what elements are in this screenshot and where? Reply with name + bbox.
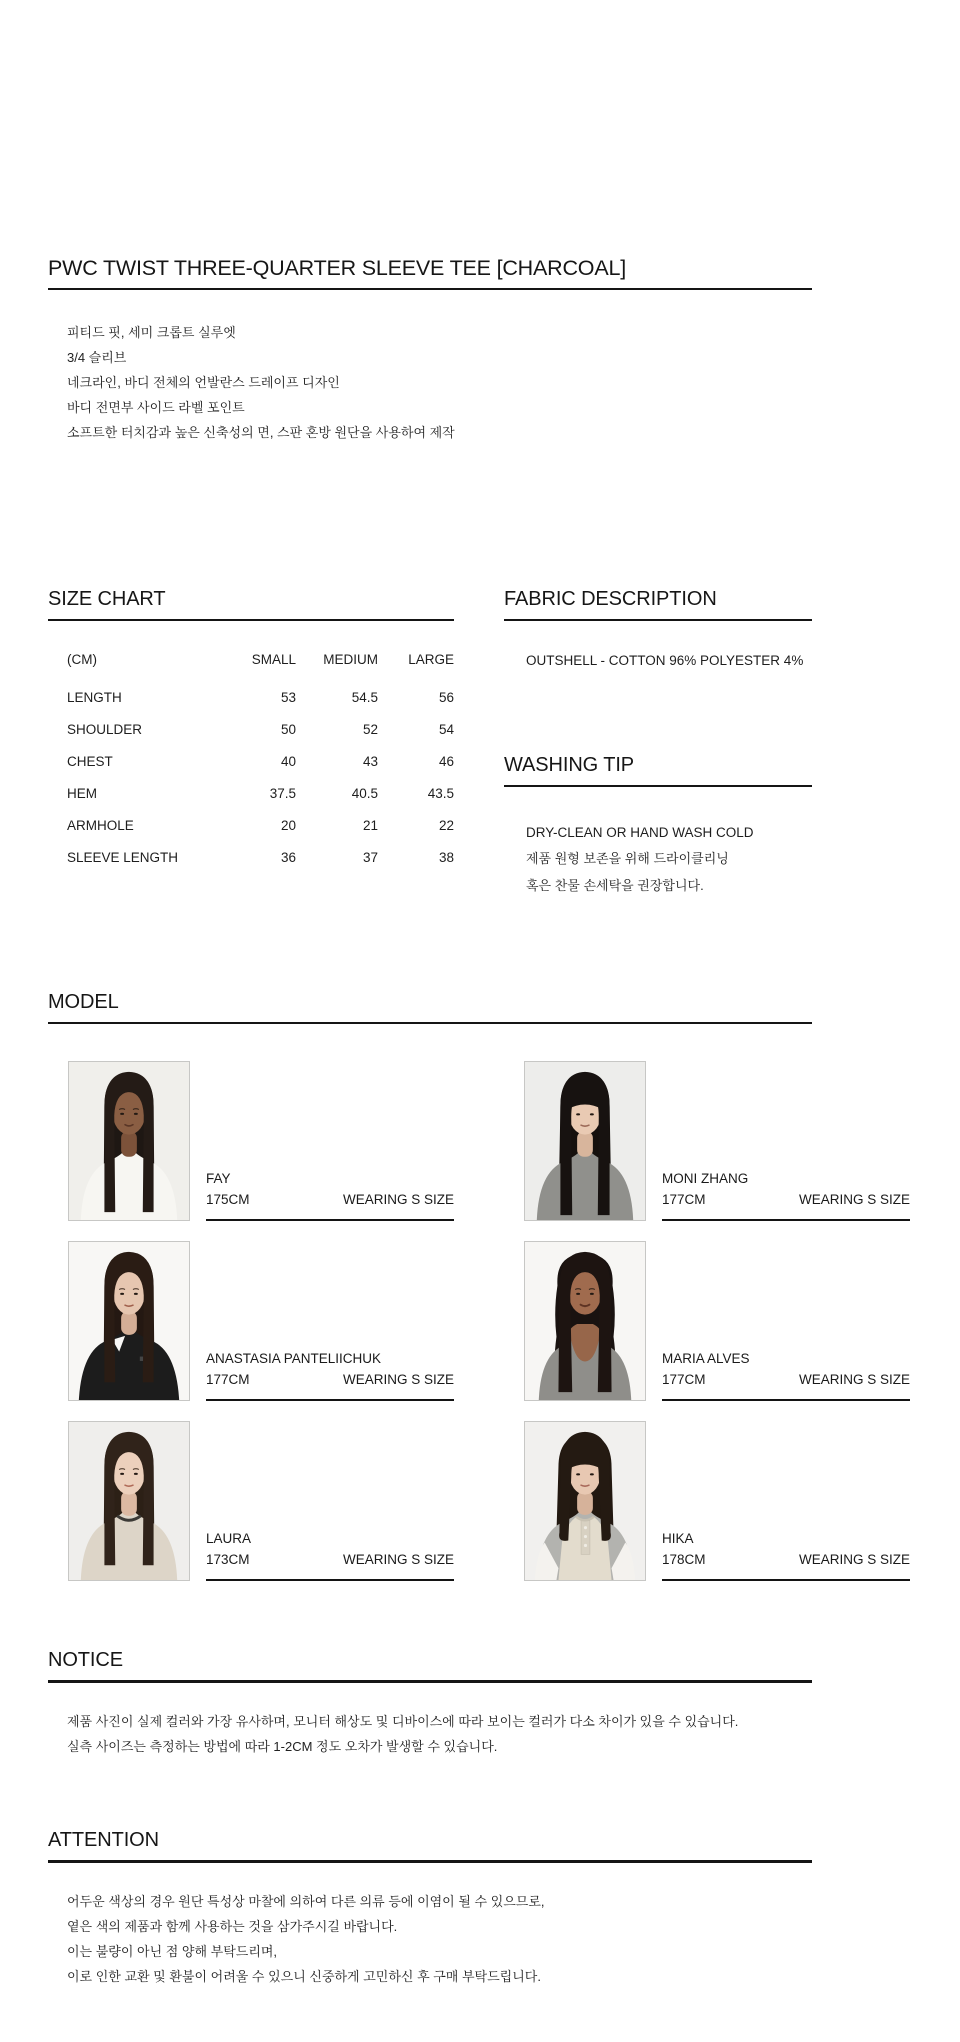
model-height: 175CM (206, 1192, 250, 1207)
cell-value: 22 (438, 818, 454, 833)
model-height: 173CM (206, 1552, 250, 1567)
model-portrait-illustration (69, 1242, 189, 1400)
product-feature-list (48, 320, 812, 445)
table-row (48, 810, 454, 842)
table-row (48, 746, 454, 778)
model-card-laura (48, 1421, 454, 1581)
feature-item: 3/4 슬리브 (67, 350, 127, 365)
attention-line: 이로 인한 교환 및 환불이 어려울 수 있으니 신중하게 고민하신 후 구매 부탁드립니다. (67, 1969, 541, 1984)
row-label: SLEEVE LENGTH (67, 850, 179, 865)
model-card-moni-zhang (504, 1061, 910, 1221)
model-card-hika (504, 1421, 910, 1581)
model-photo-moni-zhang (524, 1061, 646, 1221)
column-header-medium: MEDIUM (323, 651, 378, 667)
fabric-heading: FABRIC DESCRIPTION (504, 588, 812, 621)
table-row (48, 778, 454, 810)
product-title: PWC TWIST THREE-QUARTER SLEEVE TEE [CHARCOAL] (48, 256, 812, 290)
attention-line: 이는 불량이 아닌 점 양해 부탁드리며, (67, 1944, 278, 1959)
feature-item: 바디 전면부 사이드 라벨 포인트 (67, 400, 245, 415)
model-grid (48, 1061, 910, 1581)
cell-value: 50 (280, 722, 296, 737)
model-portrait-illustration (525, 1062, 645, 1220)
model-height: 178CM (662, 1552, 706, 1567)
model-caption (662, 1241, 910, 1401)
info-columns (48, 588, 812, 894)
washing-instruction-en: DRY-CLEAN OR HAND WASH COLD (526, 825, 754, 840)
cell-value: 40 (280, 754, 296, 769)
washing-heading: WASHING TIP (504, 754, 812, 787)
model-heading: MODEL (48, 991, 812, 1024)
attention-text (48, 1889, 812, 1989)
size-chart-table (48, 643, 454, 874)
model-portrait-illustration (525, 1422, 645, 1580)
attention-section (48, 1829, 812, 1989)
size-unit-label: (CM) (67, 651, 97, 667)
model-height: 177CM (662, 1192, 706, 1207)
notice-line: 제품 사진이 실제 컬러와 가장 유사하며, 모니터 해상도 및 디바이스에 따라 보이는 컬러가 다소 차이가 있을 수 있습니다. (67, 1714, 739, 1729)
column-header-small: SMALL (251, 651, 296, 667)
model-photo-hika (524, 1421, 646, 1581)
attention-line: 어두운 색상의 경우 원단 특성상 마찰에 의하여 다른 의류 등에 이염이 될 수 있으므로, (67, 1894, 545, 1909)
cell-value: 53 (280, 690, 296, 705)
notice-section (48, 1649, 812, 1759)
feature-item: 피티드 핏, 세미 크롭트 실루엣 (67, 325, 236, 340)
model-caption (662, 1061, 910, 1221)
table-row (48, 714, 454, 746)
row-label: SHOULDER (67, 722, 143, 737)
size-chart-header-row (48, 643, 454, 682)
cell-value: 43.5 (427, 786, 454, 801)
feature-item: 소프트한 터치감과 높은 신축성의 면, 스판 혼방 원단을 사용하여 제작 (67, 425, 455, 440)
model-name: MONI ZHANG (662, 1171, 749, 1186)
table-row (48, 842, 454, 874)
model-name: HIKA (662, 1531, 694, 1546)
row-label: LENGTH (67, 690, 122, 705)
size-chart-heading: SIZE CHART (48, 588, 454, 621)
model-photo-laura (68, 1421, 190, 1581)
washing-section (504, 754, 812, 894)
cell-value: 37.5 (269, 786, 296, 801)
model-name: LAURA (206, 1531, 252, 1546)
model-card-anastasia (48, 1241, 454, 1401)
row-label: HEM (67, 786, 97, 801)
attention-line: 옅은 색의 제품과 함께 사용하는 것을 삼가주시길 바랍니다. (67, 1919, 398, 1934)
model-height: 177CM (662, 1372, 706, 1387)
fabric-composition: OUTSHELL - COTTON 96% POLYESTER 4% (526, 653, 804, 668)
model-caption (206, 1061, 454, 1221)
model-photo-maria-alves (524, 1241, 646, 1401)
model-card-fay (48, 1061, 454, 1221)
cell-value: 54 (438, 722, 454, 737)
cell-value: 36 (280, 850, 296, 865)
cell-value: 40.5 (351, 786, 378, 801)
row-label: ARMHOLE (67, 818, 134, 833)
model-wearing-size: WEARING S SIZE (342, 1552, 454, 1567)
model-card-maria-alves (504, 1241, 910, 1401)
table-row (48, 682, 454, 714)
model-wearing-size: WEARING S SIZE (342, 1192, 454, 1207)
model-name: MARIA ALVES (662, 1351, 750, 1366)
cell-value: 54.5 (351, 690, 378, 705)
model-caption (206, 1241, 454, 1401)
washing-instruction-ko: 혹은 찬물 손세탁을 권장합니다. (526, 878, 704, 893)
column-header-large: LARGE (408, 651, 454, 667)
cell-value: 21 (362, 818, 378, 833)
model-wearing-size: WEARING S SIZE (342, 1372, 454, 1387)
washing-instruction-ko: 제품 원형 보존을 위해 드라이클리닝 (526, 851, 729, 866)
row-label: CHEST (67, 754, 113, 769)
model-height: 177CM (206, 1372, 250, 1387)
cell-value: 43 (362, 754, 378, 769)
fabric-section (504, 588, 812, 668)
model-portrait-illustration (525, 1242, 645, 1400)
model-name: FAY (206, 1171, 231, 1186)
notice-text (48, 1709, 812, 1759)
cell-value: 52 (362, 722, 378, 737)
cell-value: 37 (362, 850, 378, 865)
attention-heading: ATTENTION (48, 1829, 812, 1863)
model-caption (662, 1421, 910, 1581)
model-photo-anastasia (68, 1241, 190, 1401)
model-portrait-illustration (69, 1422, 189, 1580)
model-name: ANASTASIA PANTELIICHUK (206, 1351, 382, 1366)
model-wearing-size: WEARING S SIZE (798, 1552, 910, 1567)
cell-value: 46 (438, 754, 454, 769)
notice-heading: NOTICE (48, 1649, 812, 1683)
fabric-washing-column (504, 588, 812, 894)
model-wearing-size: WEARING S SIZE (798, 1192, 910, 1207)
model-section (48, 991, 910, 1581)
model-portrait-illustration (69, 1062, 189, 1220)
model-wearing-size: WEARING S SIZE (798, 1372, 910, 1387)
feature-item: 네크라인, 바디 전체의 언발란스 드레이프 디자인 (67, 375, 340, 390)
size-chart-section (48, 588, 454, 894)
model-caption (206, 1421, 454, 1581)
model-photo-fay (68, 1061, 190, 1221)
notice-line: 실측 사이즈는 측정하는 방법에 따라 1-2CM 정도 오차가 발생할 수 있습니다. (67, 1739, 498, 1754)
cell-value: 20 (280, 818, 296, 833)
cell-value: 56 (438, 690, 454, 705)
cell-value: 38 (438, 850, 454, 865)
